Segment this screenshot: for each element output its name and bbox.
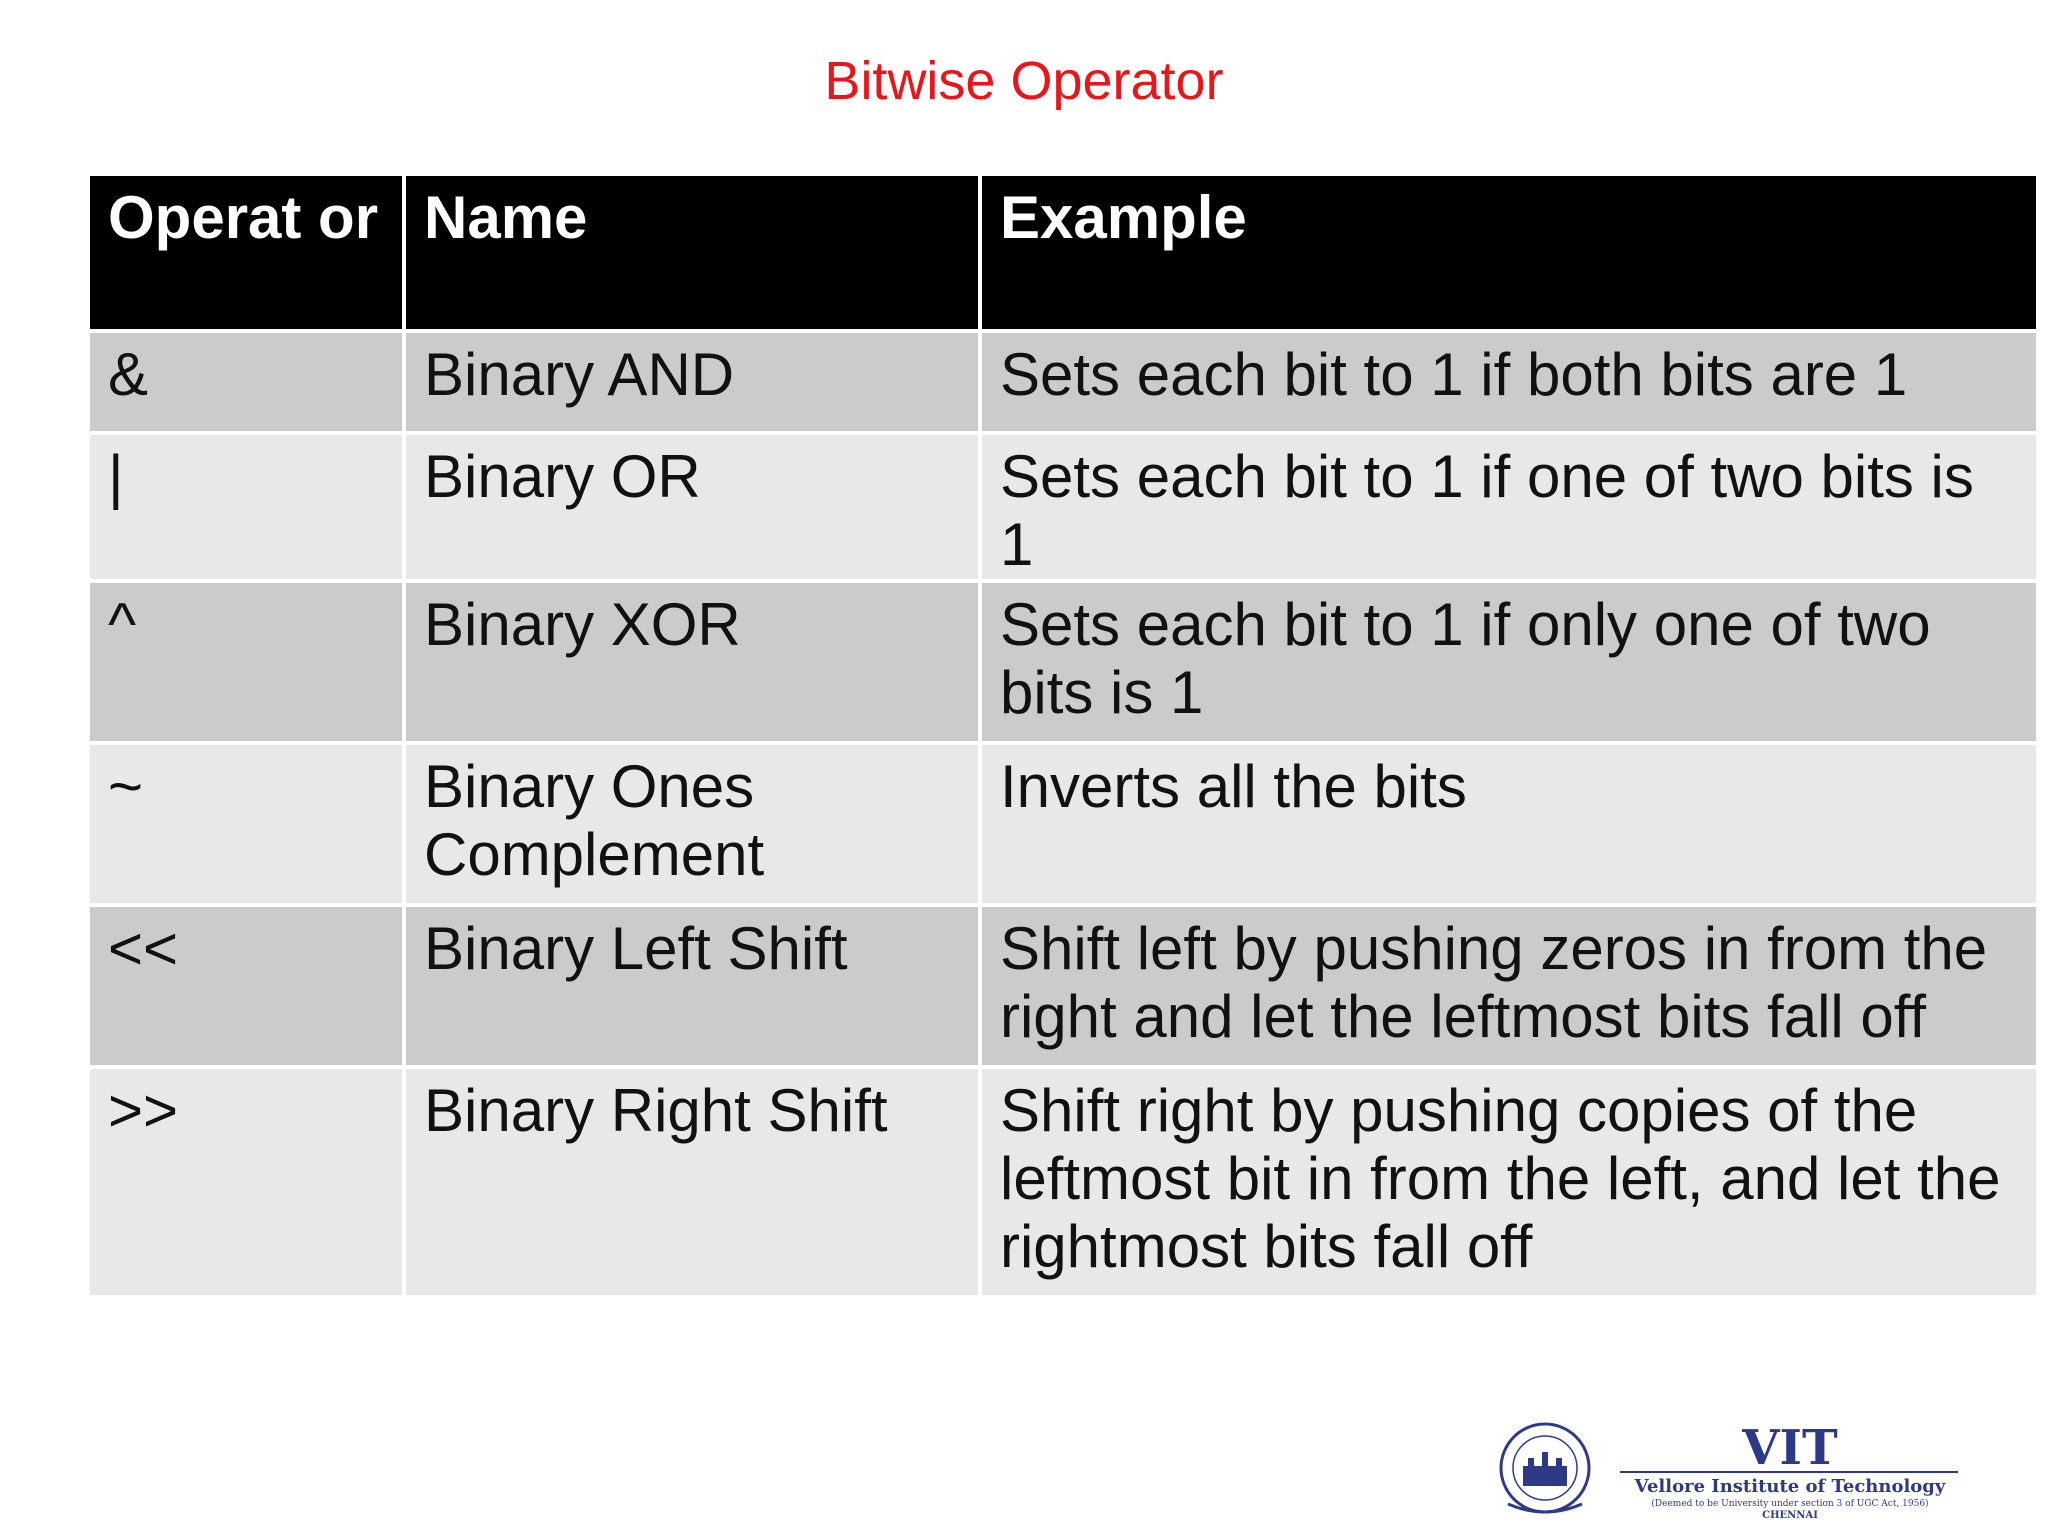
vit-seal-icon — [1501, 1424, 1589, 1512]
table-row — [88, 581, 2038, 743]
operator-cell: ~ — [88, 743, 404, 905]
operator-cell: >> — [88, 1067, 404, 1297]
example-cell: Shift right by pushing copies of the leftmost bit in from the left, and let the rightmost bits fall off — [980, 1067, 2038, 1297]
logo-subtitle: (Deemed to be University under section 3 of UGC Act, 1956) — [1651, 1499, 1929, 1509]
table-row — [88, 1067, 2038, 1297]
name-cell: Binary Ones Complement — [404, 743, 980, 905]
example-cell: Inverts all the bits — [980, 743, 2038, 905]
logo-acronym: VIT — [1742, 1420, 1838, 1476]
name-cell: Binary OR — [404, 433, 980, 581]
header-operator: Operat or — [88, 174, 404, 331]
table-row — [88, 331, 2038, 433]
name-cell: Binary Right Shift — [404, 1067, 980, 1297]
example-cell: Sets each bit to 1 if only one of two bits is 1 — [980, 581, 2038, 743]
example-cell: Sets each bit to 1 if both bits are 1 — [980, 331, 2038, 433]
table-row — [88, 905, 2038, 1067]
operator-cell: << — [88, 905, 404, 1067]
header-name: Name — [404, 174, 980, 331]
table-row — [88, 433, 2038, 581]
vit-logo — [1490, 1420, 1960, 1520]
name-cell: Binary XOR — [404, 581, 980, 743]
logo-full-name: Vellore Institute of Technology — [1634, 1476, 1946, 1497]
name-cell: Binary Left Shift — [404, 905, 980, 1067]
operator-cell: & — [88, 331, 404, 433]
table-row — [88, 743, 2038, 905]
logo-city: CHENNAI — [1762, 1510, 1818, 1520]
name-cell: Binary AND — [404, 331, 980, 433]
operator-cell: | — [88, 433, 404, 581]
bitwise-operator-table — [86, 172, 2040, 1299]
header-example: Example — [980, 174, 2038, 331]
example-cell: Sets each bit to 1 if one of two bits is 1 — [980, 433, 2038, 581]
operator-cell: ^ — [88, 581, 404, 743]
table-header-row — [88, 174, 2038, 331]
example-cell: Shift left by pushing zeros in from the right and let the leftmost bits fall off — [980, 905, 2038, 1067]
slide-title: Bitwise Operator — [824, 51, 1224, 111]
